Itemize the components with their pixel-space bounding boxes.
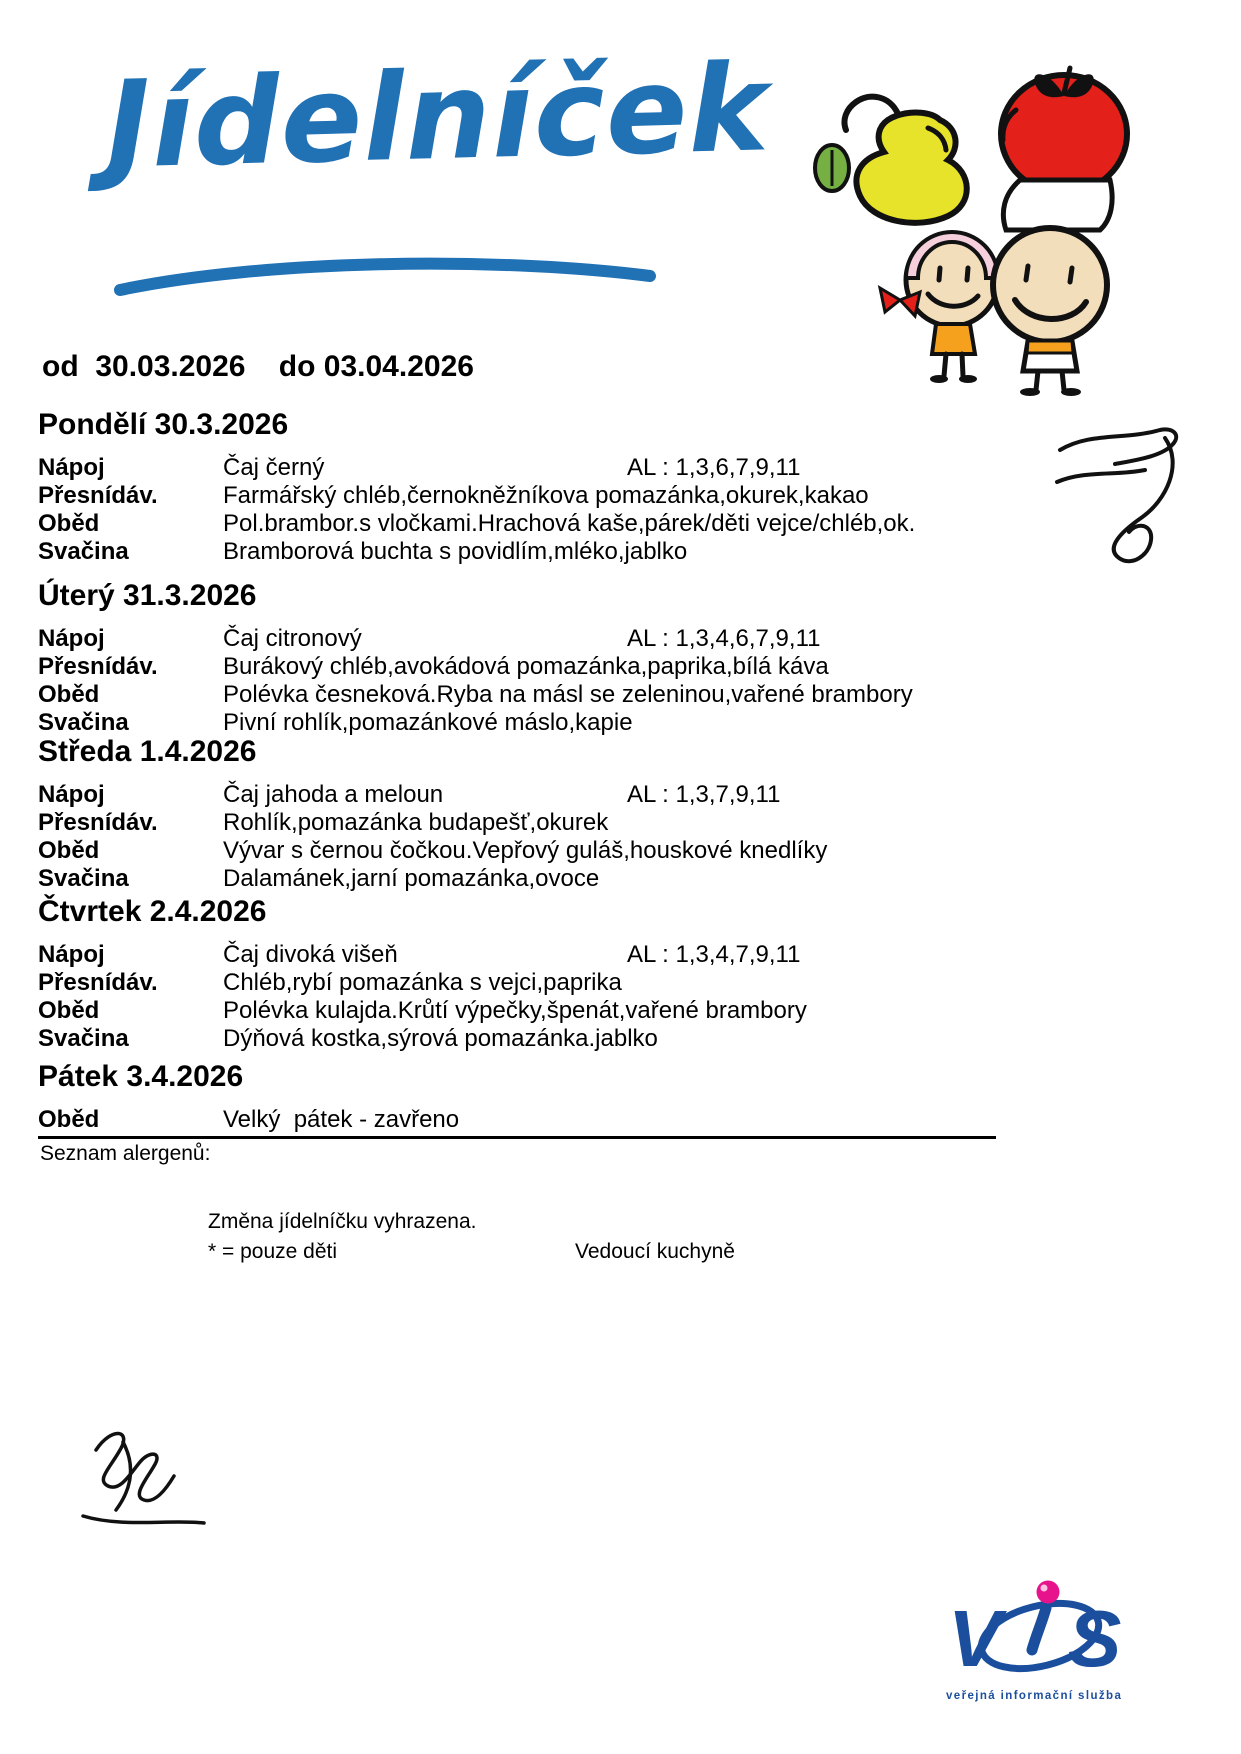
- title-underline-swoosh-icon: [112, 250, 657, 298]
- kids-fruit-illustration: [800, 62, 1150, 397]
- menu-row: [38, 482, 1198, 510]
- vis-i-stem-icon: [1032, 1608, 1046, 1650]
- day-title: Středa 1.4.2026: [38, 735, 257, 768]
- pear-icon: [856, 113, 966, 223]
- day-section: [38, 895, 1198, 1053]
- meal-description: Bramborová buchta s povidlím,mléko,jablko: [223, 538, 688, 565]
- day-rows: [38, 781, 1198, 893]
- meal-text: [223, 482, 869, 510]
- menu-row: [38, 1025, 1198, 1053]
- date-range: od 30.03.2026 do 03.04.2026: [42, 350, 474, 383]
- meal-label: Nápoj: [38, 781, 105, 808]
- menu-row: [38, 709, 1198, 737]
- day-rows: [38, 454, 1198, 566]
- menu-row: [38, 865, 1198, 893]
- meal-description: Čaj citronový: [223, 625, 362, 652]
- meal-label: Přesnídáv.: [38, 482, 158, 509]
- meal-label: Přesnídáv.: [38, 809, 158, 836]
- boy-face: [993, 228, 1107, 342]
- day-section: [38, 408, 1198, 566]
- allergen-codes: AL : 1,3,7,9,11: [627, 781, 781, 808]
- day-title: Pondělí 30.3.2026: [38, 408, 289, 441]
- menu-row: [38, 781, 1198, 809]
- meal-description: Velký pátek - zavřeno: [223, 1106, 460, 1133]
- meal-text: [223, 653, 829, 681]
- menu-row: [38, 454, 1198, 482]
- meal-text: [223, 625, 821, 653]
- meal-description: Chléb,rybí pomazánka s vejci,paprika: [223, 969, 622, 996]
- day-section: [38, 579, 1198, 737]
- meal-label: Svačina: [38, 1025, 129, 1052]
- meal-text: [223, 809, 608, 837]
- page-title: Jídelníček: [104, 39, 771, 196]
- day-rows: [38, 1106, 996, 1139]
- meal-description: Pivní rohlík,pomazánkové máslo,kapie: [223, 709, 633, 736]
- meal-description: Čaj divoká višeň: [223, 941, 398, 968]
- meal-label: Přesnídáv.: [38, 969, 158, 996]
- day-rows: [38, 941, 1198, 1053]
- day-title: Pátek 3.4.2026: [38, 1060, 244, 1093]
- menu-row: [38, 809, 1198, 837]
- meal-description: Dýňová kostka,sýrová pomazánka.jablko: [223, 1025, 658, 1052]
- menu-row: [38, 510, 1198, 538]
- vis-dot-icon: [1037, 1581, 1060, 1604]
- menu-row: [38, 941, 1198, 969]
- chef-label: Vedoucí kuchyně: [575, 1240, 735, 1263]
- day-title: Úterý 31.3.2026: [38, 579, 257, 612]
- meal-description: Čaj černý: [223, 454, 325, 481]
- meal-label: Svačina: [38, 865, 129, 892]
- signature-scribble: [68, 1422, 213, 1534]
- meal-label: Oběd: [38, 681, 100, 708]
- meal-text: [223, 837, 827, 865]
- meal-label: Přesnídáv.: [38, 653, 158, 680]
- meal-label: Oběd: [38, 997, 100, 1024]
- meal-description: Čaj jahoda a meloun: [223, 781, 444, 808]
- meal-text: [223, 1025, 658, 1053]
- boy-body: [1003, 180, 1112, 230]
- vis-letter-s: S: [1068, 1594, 1122, 1683]
- menu-row: [38, 837, 1198, 865]
- menu-row: [38, 538, 1198, 566]
- allergen-codes: AL : 1,3,4,6,7,9,11: [627, 625, 821, 652]
- meal-label: Svačina: [38, 709, 129, 736]
- change-note: Změna jídelníčku vyhrazena.: [208, 1210, 477, 1233]
- meal-text: [223, 781, 781, 809]
- meal-description: Rohlík,pomazánka budapešť,okurek: [223, 809, 609, 836]
- vis-letter-v: V: [948, 1594, 1002, 1683]
- allergen-list-label: Seznam alergenů:: [40, 1142, 211, 1165]
- meal-text: [223, 681, 913, 709]
- meal-text: [223, 1106, 459, 1134]
- meal-text: [223, 969, 622, 997]
- meal-label: Oběd: [38, 1106, 100, 1133]
- day-section: [38, 735, 1198, 893]
- day-section: [38, 1060, 1198, 1139]
- menu-row: [38, 681, 1198, 709]
- vis-logo: [940, 1578, 1140, 1690]
- meal-label: Oběd: [38, 837, 100, 864]
- meal-label: Nápoj: [38, 454, 105, 481]
- meal-text: [223, 538, 687, 566]
- menu-row: [38, 997, 1198, 1025]
- meal-description: Burákový chléb,avokádová pomazánka,paprika,bílá káva: [223, 653, 829, 680]
- menu-row: [38, 625, 1198, 653]
- menu-row: [38, 653, 1198, 681]
- meal-label: Oběd: [38, 510, 100, 537]
- allergen-codes: AL : 1,3,6,7,9,11: [627, 454, 801, 481]
- allergen-codes: AL : 1,3,4,7,9,11: [627, 941, 801, 968]
- menu-row: [38, 969, 1198, 997]
- meal-description: Pol.brambor.s vločkami.Hrachová kaše,párek/děti vejce/chléb,ok.: [223, 510, 916, 537]
- girl-dress: [932, 324, 975, 354]
- meal-text: [223, 709, 633, 737]
- children-note: * = pouze děti: [208, 1240, 338, 1263]
- meal-text: [223, 941, 801, 969]
- day-title: Čtvrtek 2.4.2026: [38, 895, 267, 928]
- meal-text: [223, 510, 915, 538]
- meal-label: Nápoj: [38, 941, 105, 968]
- meal-text: [223, 454, 801, 482]
- meal-description: Polévka kulajda.Krůtí výpečky,špenát,vařené brambory: [223, 997, 807, 1024]
- meal-text: [223, 997, 807, 1025]
- meal-description: Polévka česneková.Ryba na másl se zeleninou,vařené brambory: [223, 681, 913, 708]
- vis-subtitle: veřejná informační služba: [946, 1690, 1123, 1702]
- meal-label: Nápoj: [38, 625, 105, 652]
- meal-description: Farmářský chléb,černokněžníkova pomazánka,okurek,kakao: [223, 482, 869, 509]
- meal-description: Vývar s černou čočkou.Vepřový guláš,houskové knedlíky: [223, 837, 828, 864]
- meal-description: Dalamánek,jarní pomazánka,ovoce: [223, 865, 600, 892]
- meal-label: Svačina: [38, 538, 129, 565]
- meal-text: [223, 865, 599, 893]
- menu-row: [38, 1106, 996, 1134]
- day-rows: [38, 625, 1198, 737]
